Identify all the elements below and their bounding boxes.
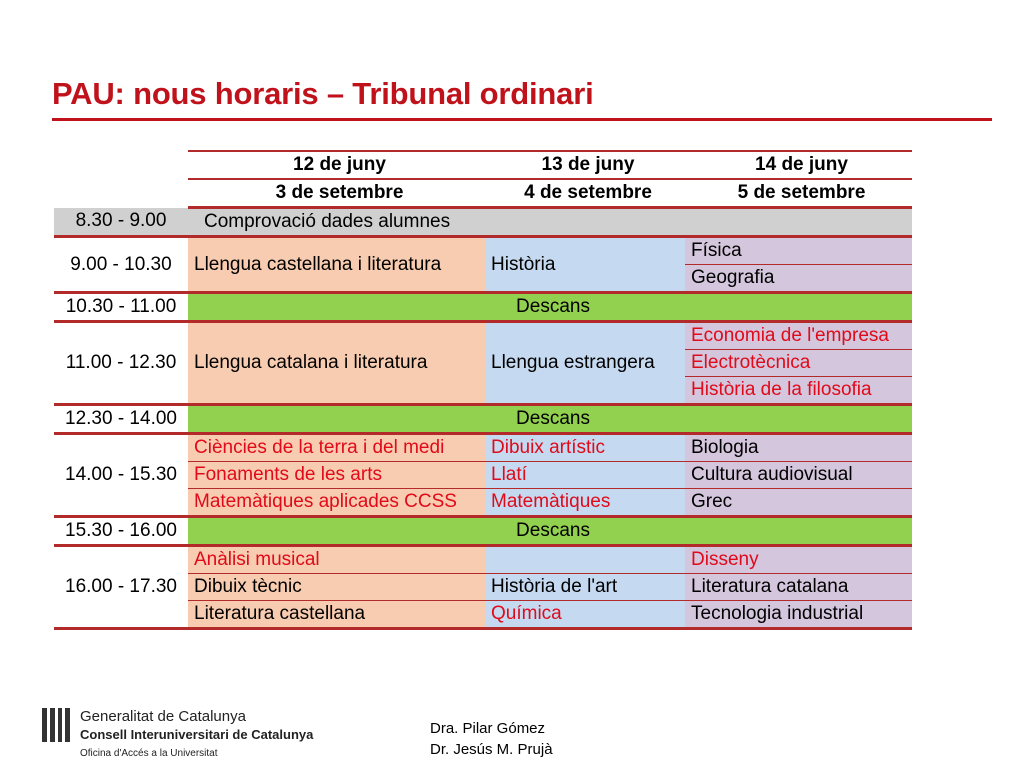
table-row	[54, 546, 912, 574]
break-cell: Descans	[188, 517, 912, 546]
subject-cell: Llengua castellana i literatura	[188, 237, 485, 293]
subject-cell	[485, 546, 685, 574]
header-sept-2: 4 de setembre	[485, 179, 685, 208]
org-office: Oficina d'Accés a la Universitat	[80, 748, 218, 759]
table-row	[54, 322, 912, 350]
subject-cell: Dibuix artístic	[485, 434, 685, 462]
subject-cell: Literatura catalana	[685, 574, 912, 601]
subject-cell: Biologia	[685, 434, 912, 462]
schedule-table	[54, 150, 912, 630]
subject-cell: Història de la filosofia	[685, 377, 912, 405]
generalitat-logo-icon	[42, 708, 70, 742]
subject-cell: Història de l'art	[485, 574, 685, 601]
subject-cell: Electrotècnica	[685, 350, 912, 377]
subject-cell: Anàlisi musical	[188, 546, 485, 574]
slide-title: PAU: nous horaris – Tribunal ordinari	[52, 76, 594, 111]
org-council: Consell Interuniversitari de Catalunya	[80, 727, 314, 742]
subject-cell: Llatí	[485, 462, 685, 489]
header-day-1: 12 de juny	[188, 151, 485, 179]
subject-cell: Fonaments de les arts	[188, 462, 485, 489]
table-row	[54, 434, 912, 462]
table-row	[54, 293, 912, 322]
subject-cell: Llengua estrangera	[485, 322, 685, 405]
break-cell: Descans	[188, 405, 912, 434]
header-day-2: 13 de juny	[485, 151, 685, 179]
subject-cell: Química	[485, 601, 685, 629]
header-sept-1: 3 de setembre	[188, 179, 485, 208]
subject-cell: Llengua catalana i literatura	[188, 322, 485, 405]
authors-block	[430, 718, 553, 760]
time-slot: 10.30 - 11.00	[54, 293, 188, 322]
subject-cell: Cultura audiovisual	[685, 462, 912, 489]
subject-cell: Tecnologia industrial	[685, 601, 912, 629]
subject-cell: Economia de l'empresa	[685, 322, 912, 350]
header-row-september	[54, 179, 912, 208]
organization-block	[80, 708, 313, 759]
header-sept-3: 5 de setembre	[685, 179, 912, 208]
time-slot: 11.00 - 12.30	[54, 322, 188, 405]
time-slot: 16.00 - 17.30	[54, 546, 188, 629]
time-slot: 14.00 - 15.30	[54, 434, 188, 517]
subject-cell: Dibuix tècnic	[188, 574, 485, 601]
title-underline	[52, 118, 992, 121]
table-row	[54, 405, 912, 434]
author-name: Dr. Jesús M. Prujà	[430, 741, 553, 758]
subject-cell: Ciències de la terra i del medi	[188, 434, 485, 462]
time-slot: 12.30 - 14.00	[54, 405, 188, 434]
subject-cell: Disseny	[685, 546, 912, 574]
subject-cell: Literatura castellana	[188, 601, 485, 629]
table-row	[54, 237, 912, 265]
subject-cell: Història	[485, 237, 685, 293]
time-slot: 9.00 - 10.30	[54, 237, 188, 293]
header-day-3: 14 de juny	[685, 151, 912, 179]
time-slot: 8.30 - 9.00	[54, 208, 188, 237]
subject-cell: Geografia	[685, 265, 912, 293]
check-in-cell: Comprovació dades alumnes	[188, 208, 912, 237]
subject-cell: Grec	[685, 489, 912, 517]
break-cell: Descans	[188, 293, 912, 322]
subject-cell: Matemàtiques aplicades CCSS	[188, 489, 485, 517]
header-row-june	[54, 151, 912, 179]
table-row	[54, 208, 912, 237]
time-slot: 15.30 - 16.00	[54, 517, 188, 546]
org-name: Generalitat de Catalunya	[80, 708, 246, 725]
author-name: Dra. Pilar Gómez	[430, 720, 546, 737]
subject-cell: Matemàtiques	[485, 489, 685, 517]
subject-cell: Física	[685, 237, 912, 265]
table-row	[54, 517, 912, 546]
